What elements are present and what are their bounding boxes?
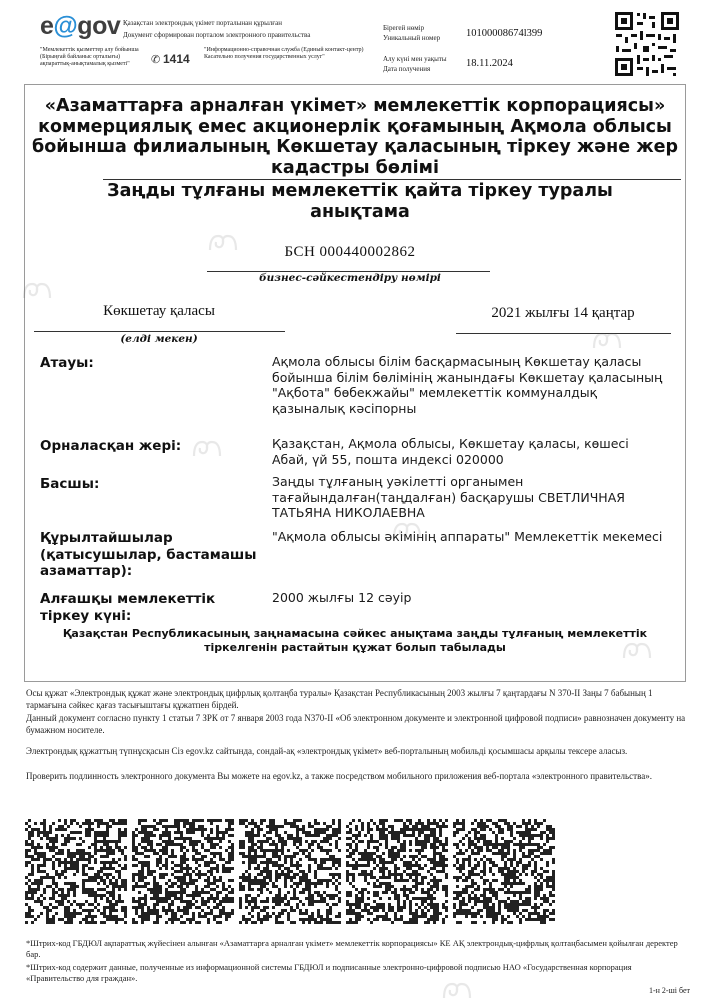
city-caption: (елді мекен) [120, 333, 198, 345]
page-number: 1-н 2-ші бет [648, 986, 690, 995]
bsn-caption: бизнес-сәйкестендіру нөмірі [259, 272, 441, 284]
legal-note-kz: Осы құжат «Электрондық құжат және электрондық цифрлық қолтаңба туралы» Қазақстан Республикасының 2003 жылғы 7 қаңтардағы N 370-II Заңы 7 бабының 1 тармағына сәйкес қағаз тасығыштағы құжатпен бірдей. [26, 688, 653, 710]
barcode-1 [24, 818, 127, 924]
field-value-head: Заңды тұлғаның уәкілетті органымен тағайындалған(таңдалған) басқарушы СВЕТЛИЧНАЯ ТАТЬЯНА НИКОЛАЕВНА [272, 474, 625, 520]
received-label-ru: Дата получения [383, 65, 431, 73]
footnote-kz: *Штрих-код ГБДЮЛ ақпараттық жүйесінен алынған «Азаматтарға арналған үкімет» мемлекеттік корпорациясы» КЕ АҚ электрондық-цифрлық қолтаңбасымен қойылған деректер бар. [26, 938, 678, 959]
verify-note-kz: Электрондық құжаттың түпнұсқасын Сіз egov.kz сайтында, сондай-ақ «электрондық үкімет» веб-порталының мобильді қосымшасы арқылы тексере аласыз. [26, 746, 628, 756]
city: Көкшетау қаласы [103, 303, 215, 319]
contact-phone: 1414 [163, 52, 190, 66]
logo-at-icon: @ [53, 12, 78, 40]
reg-number: 10100008674l399 [466, 28, 543, 39]
barcode-5 [452, 818, 555, 924]
received-label-kz: Алу күні мен уақыты [383, 55, 447, 63]
field-value-founders: "Ақмола облысы әкімінің аппараты" Мемлекеттік мекемесі [272, 529, 663, 544]
legal-note-ru: Данный документ согласно пункту 1 статьи 7 ЗРК от 7 января 2003 года N370-II «Об электронном документе и электронной цифровой подписи» равнозначен документу на бумажном носителе. [26, 713, 686, 735]
contact-center-caption-ru: "Информационно-справочная служба (Единый контакт-центр) Касательно получения государственных услуг" [204, 47, 364, 60]
date-underline [456, 333, 671, 334]
document-title: Заңды тұлғаны мемлекеттік қайта тіркеу туралы анықтама [107, 181, 613, 222]
reg-number-label-ru: Уникальный номер [383, 34, 441, 42]
field-label-first-registration: Алғашқы мемлекеттік тіркеу күні: [40, 591, 216, 624]
title-divider [103, 179, 681, 180]
barcode-4 [345, 818, 448, 924]
document-date: 2021 жылғы 14 қаңтар [491, 305, 635, 321]
barcode-2 [131, 818, 234, 924]
organization-name: «Азаматтарға арналған үкімет» мемлекеттік корпорациясы» коммерциялық емес акционерлік қоғамының Ақмола облысы бойынша филиалының Көкшетау қаласының тіркеу және жер кадастры бөлімі [31, 96, 679, 178]
field-label-head: Басшы: [40, 476, 100, 492]
verify-note-ru: Проверить подлинность электронного документа Вы можете на egov.kz, а также посредством мобильного приложения веб-портала «электронного правительства». [26, 771, 652, 781]
logo-prefix: e [40, 12, 54, 40]
field-value-name: Ақмола облысы білім басқармасының Көкшетау қаласы бойынша білім бөлімінің жанындағы Көкшетау қаласының "Ақбота" бөбекжайы" мемлекеттік коммуналдық қазыналық кәсіпорны [272, 354, 663, 416]
received-date: 18.11.2024 [466, 58, 513, 69]
field-value-location: Қазақстан, Ақмола облысы, Көкшетау қаласы, көшесі Абай, үй 55, пошта индексі 020000 [272, 436, 629, 467]
egov-logo [40, 12, 122, 42]
logo-suffix: gov [77, 12, 121, 40]
reg-number-label-kz: Бірегей нөмір [383, 24, 425, 32]
city-underline [34, 331, 285, 332]
phone-icon: ✆ [151, 54, 161, 66]
barcode-3 [238, 818, 341, 924]
conclusion-text: Қазақстан Республикасының заңнамасына сәйкес анықтама заңды тұлғаның мемлекеттік тіркелгенін растайтын құжат болып табылады [62, 627, 648, 654]
field-label-founders: Құрылтайшылар (қатысушылар, бастамашы азаматтар): [40, 530, 257, 579]
field-label-name: Атауы: [40, 355, 94, 371]
portal-caption-ru: Документ сформирован порталом электронного правительства [123, 31, 311, 39]
field-label-location: Орналасқан жері: [40, 438, 182, 454]
contact-center-caption-kz: "Мемлекеттік қызметтер алу бойынша (Бірыңғай байланыс орталығы) ақпараттық-анықтамалық қызметі" [40, 47, 139, 67]
portal-caption-kz: Қазақстан электрондық үкімет порталынан құрылған [123, 19, 283, 27]
bsn-number: БСН 000440002862 [284, 244, 416, 260]
field-value-first-registration: 2000 жылғы 12 сәуір [272, 590, 412, 605]
footnote-ru: *Штрих-код содержит данные, полученные из информационной системы ГБДЮЛ и подписанные электронно-цифровой подписью НАО «Государственная корпорация «Правительство для граждан». [26, 962, 632, 983]
qr-code-icon [613, 10, 681, 78]
